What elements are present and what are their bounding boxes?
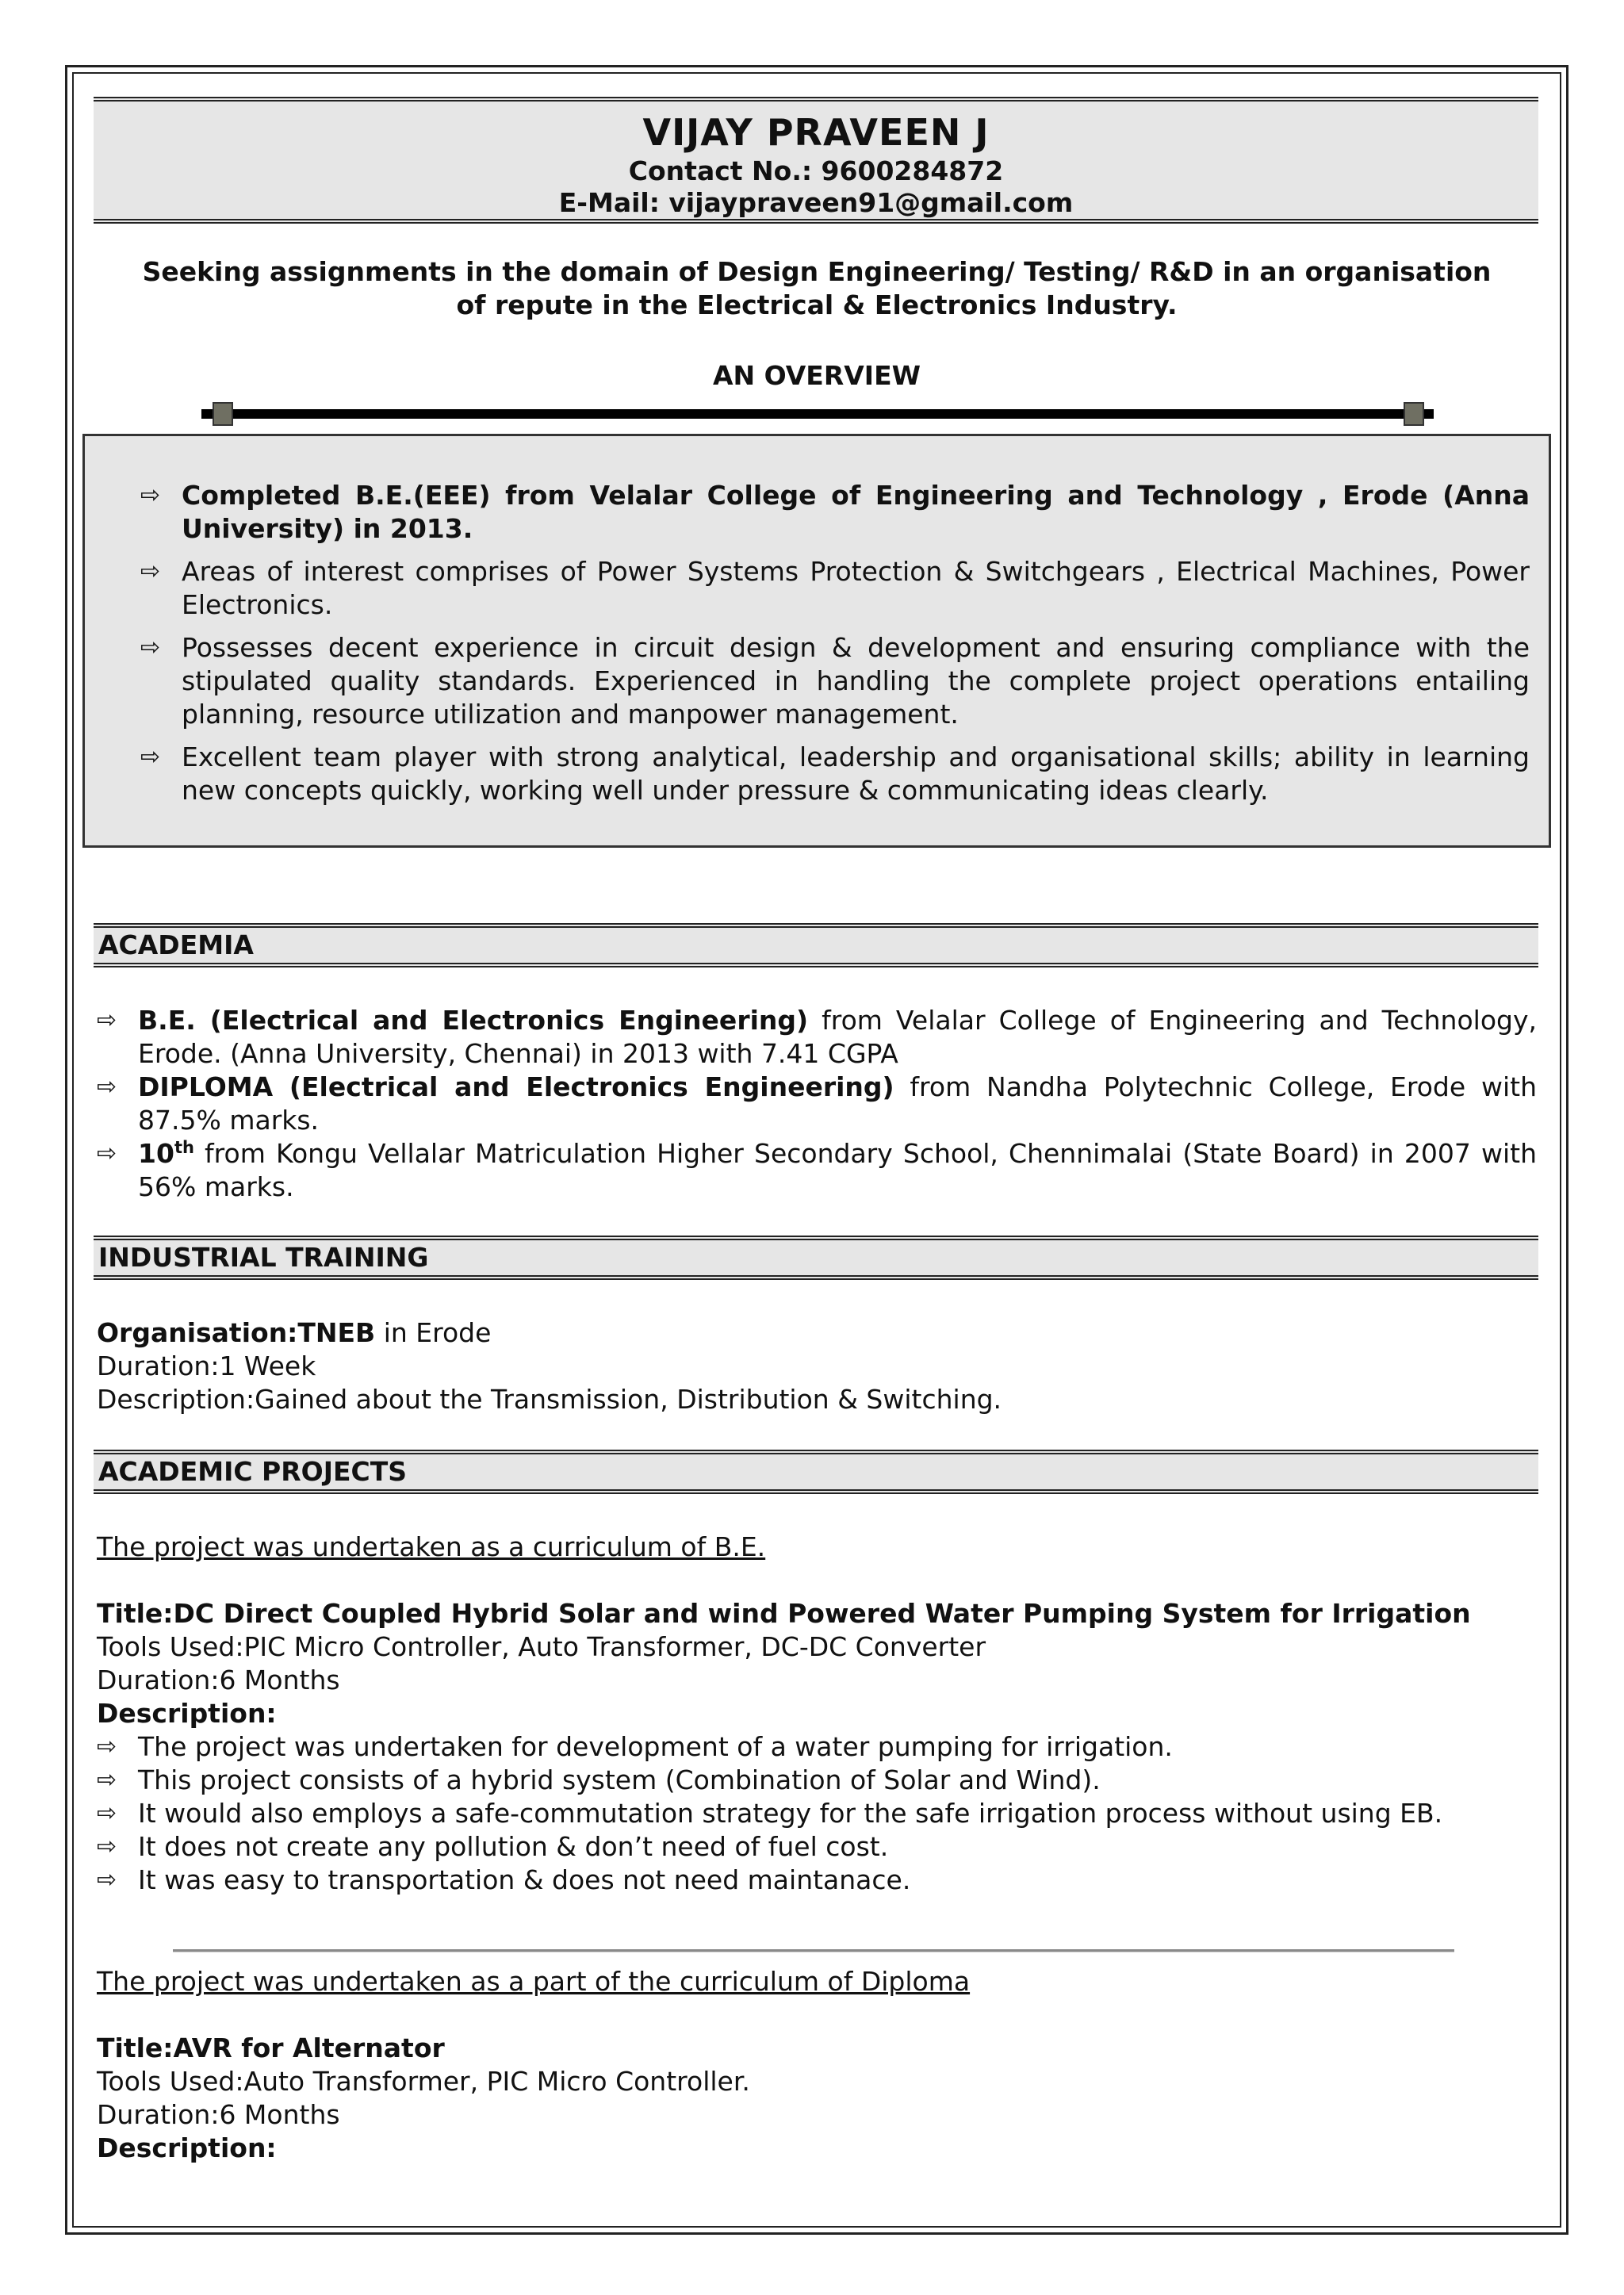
project-1-block	[97, 1531, 1537, 1897]
project-1-tools: Tools Used:PIC Micro Controller, Auto Transformer, DC-DC Converter	[97, 1631, 986, 1662]
overview-item: ⇨ Completed B.E.(EEE) from Velalar College of Engineering and Technology , Erode (Anna University) in 2013.	[140, 480, 1530, 544]
project-2-intro: The project was undertaken as a part of the curriculum of Diploma	[97, 1966, 971, 1997]
project-1-intro: The project was undertaken as a curriculum of B.E.	[97, 1531, 766, 1562]
arrow-right-icon: ⇨	[97, 1733, 117, 1761]
project-2-title: Title:AVR for Alternator	[97, 2033, 445, 2063]
overview-list	[140, 479, 1530, 807]
decorative-divider-bar	[201, 409, 1434, 419]
section-heading-projects: ACADEMIC PROJECTS	[94, 1450, 1538, 1494]
project-2-duration: Duration:6 Months	[97, 2099, 340, 2130]
arrow-right-icon: ⇨	[97, 1866, 117, 1894]
arrow-right-icon: ⇨	[97, 1833, 117, 1860]
project-2-tools: Tools Used:Auto Transformer, PIC Micro Controller.	[97, 2066, 750, 2097]
arrow-right-icon: ⇨	[140, 743, 161, 771]
training-organisation: Organisation:TNEB in Erode	[97, 1317, 492, 1348]
overview-box	[82, 434, 1551, 848]
overview-title: AN OVERVIEW	[712, 360, 921, 391]
academia-item-diploma: ⇨ DIPLOMA (Electrical and Electronics Engineering) from Nandha Polytechnic College, Erode with 87.5% marks.	[97, 1071, 1537, 1136]
section-heading-academia: ACADEMIA	[94, 923, 1538, 967]
project-1-point: ⇨ The project was undertaken for development of a water pumping for irrigation.	[97, 1731, 1173, 1762]
arrow-right-icon: ⇨	[97, 1799, 117, 1827]
academia-item-be: ⇨ B.E. (Electrical and Electronics Engineering) from Velalar College of Engineering and Technology, Erode. (Anna University, Chennai) in 2013 with 7.41 CGPA	[97, 1005, 1537, 1069]
training-block	[97, 1316, 1537, 1416]
project-1-points	[97, 1730, 1537, 1897]
arrow-right-icon: ⇨	[97, 1766, 117, 1794]
overview-item: ⇨ Excellent team player with strong analytical, leadership and organisational skills; ability in learning new concepts quickly, working well under pressure & communicating ideas clearly.	[140, 741, 1530, 806]
section-heading-training: INDUSTRIAL TRAINING	[94, 1236, 1538, 1280]
project-1-title: Title:DC Direct Coupled Hybrid Solar and wind Powered Water Pumping System for Irrigation	[97, 1598, 1471, 1629]
arrow-right-icon: ⇨	[140, 481, 161, 509]
academia-list-block	[97, 1004, 1537, 1204]
divider-cap-right	[1404, 402, 1424, 426]
academia-list	[97, 1004, 1537, 1204]
academia-item-10th: ⇨ 10th from Kongu Vellalar Matriculation Higher Secondary School, Chennimalai (State Board) in 2007 with 56% marks.	[97, 1138, 1537, 1202]
contact-number: Contact No.: 9600284872	[628, 155, 1004, 186]
training-duration: Duration:1 Week	[97, 1351, 316, 1381]
resume-header	[94, 97, 1538, 224]
overview-item: ⇨ Areas of interest comprises of Power Systems Protection & Switchgears , Electrical Machines, Power Electronics.	[140, 556, 1530, 620]
candidate-name: VIJAY PRAVEEN J	[642, 111, 990, 154]
project-separator-line	[173, 1949, 1454, 1952]
project-1-description-label: Description:	[97, 1698, 277, 1729]
project-1-point: ⇨ It does not create any pollution & don’t need of fuel cost.	[97, 1831, 889, 1862]
arrow-right-icon: ⇨	[140, 557, 161, 585]
training-description: Description:Gained about the Transmission, Distribution & Switching.	[97, 1384, 1002, 1415]
project-1-point: ⇨ This project consists of a hybrid system (Combination of Solar and Wind).	[97, 1764, 1101, 1795]
arrow-right-icon: ⇨	[97, 1006, 117, 1034]
project-2-description-label: Description:	[97, 2132, 277, 2163]
career-objective	[97, 255, 1537, 322]
divider-cap-left	[213, 402, 233, 426]
project-1-duration: Duration:6 Months	[97, 1665, 340, 1695]
email-address: E-Mail: vijaypraveen91@gmail.com	[558, 187, 1074, 218]
arrow-right-icon: ⇨	[97, 1140, 117, 1167]
project-1-point: ⇨ It was easy to transportation & does not need maintanace.	[97, 1864, 911, 1895]
project-1-point: ⇨ It would also employs a safe-commutation strategy for the safe irrigation process without using EB.	[97, 1798, 1443, 1829]
objective-line-1: Seeking assignments in the domain of Design Engineering/ Testing/ R&D in an organisation	[142, 256, 1492, 287]
project-2-block	[97, 1965, 1537, 2165]
arrow-right-icon: ⇨	[97, 1073, 117, 1101]
objective-line-2: of repute in the Electrical & Electronics Industry.	[456, 289, 1178, 320]
arrow-right-icon: ⇨	[140, 634, 161, 661]
overview-item: ⇨ Possesses decent experience in circuit design & development and ensuring compliance with the stipulated quality standards. Experienced in handling the complete project operations entailing planning, resource utilization and manpower management.	[140, 632, 1530, 730]
